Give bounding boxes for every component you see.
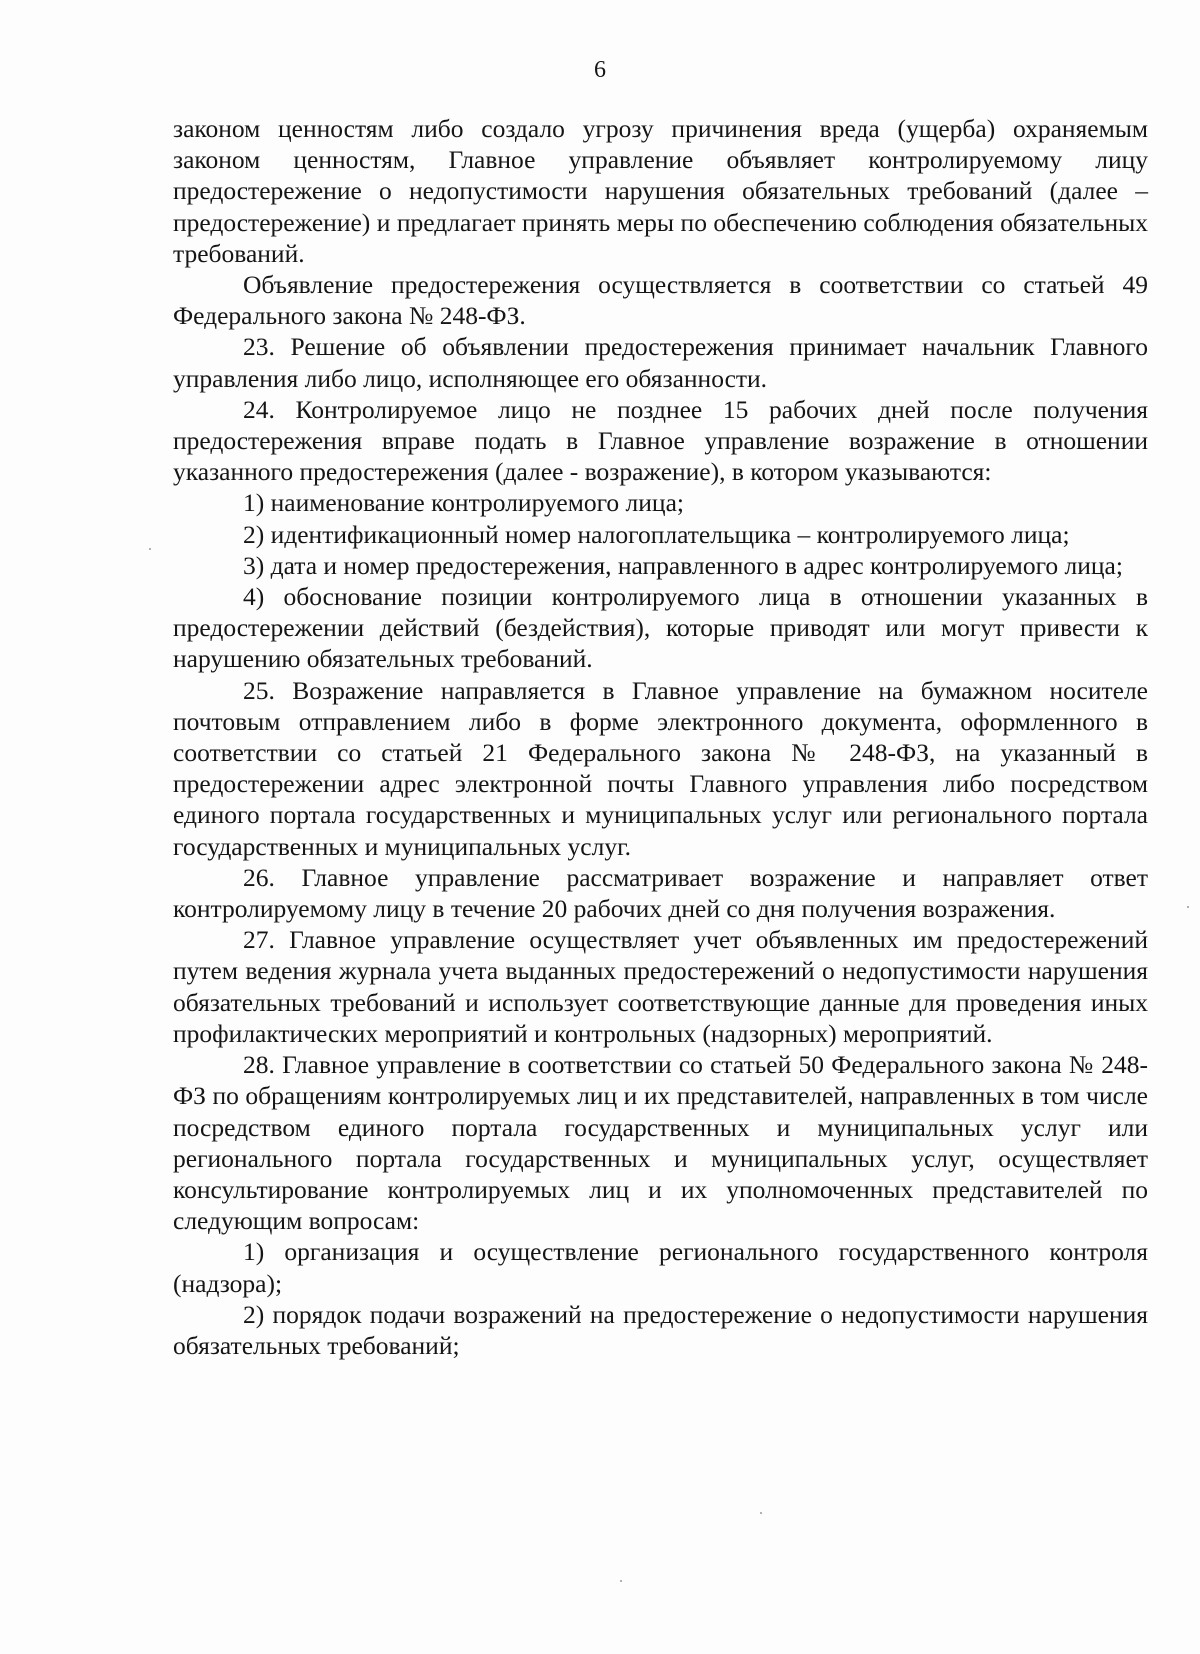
- paragraph-26: 26. Главное управление рассматривает возражение и направляет ответ контролируемому лицу в течение 20 рабочих дней со дня получения возражения.: [173, 862, 1148, 924]
- paragraph-28: 28. Главное управление в соответствии со статьей 50 Федерального закона № 248-ФЗ по обращениям контролируемых лиц и их представителей, направленных в том числе посредством единого портала государственных и муниципальных услуг или регионального портала государственных и муниципальных услуг, осуществляет консультирование контролируемых лиц и их уполномоченных представителей по следующим вопросам:: [173, 1050, 1148, 1236]
- scan-speck: [620, 1580, 622, 1582]
- paragraph-27: 27. Главное управление осуществляет учет объявленных им предостережений путем ведения журнала учета выданных предостережений о недопустимости нарушения обязательных требований и использует соответствующие данные для проведения иных профилактических мероприятий и контрольных (надзорных) мероприятий.: [173, 925, 1148, 1048]
- document-body: [173, 113, 1148, 1361]
- page-number: 6: [594, 57, 606, 83]
- scan-speck: [1187, 906, 1189, 908]
- paragraph-23: 23. Решение об объявлении предостережения принимает начальник Главного управления либо лицо, исполняющее его обязанности.: [173, 332, 1148, 393]
- scan-speck: [760, 1512, 762, 1514]
- paragraph-continuation: законом ценностям либо создало угрозу причинения вреда (ущерба) охраняемым законом ценностям, Главное управление объявляет контролируемому лицу предостережение о недопустимости нарушения обязательных требований (далее – предостережение) и предлагает принять меры по обеспечению соблюдения обязательных требований.: [173, 114, 1148, 268]
- paragraph-25: 25. Возражение направляется в Главное управление на бумажном носителе почтовым отправлением либо в форме электронного документа, оформленного в соответствии со статьей 21 Федерального закона № 248-ФЗ, на указанный в предостережении адрес электронной почты Главного управления либо посредством единого портала государственных и муниципальных услуг или регионального портала государственных и муниципальных услуг.: [173, 675, 1148, 861]
- list-item-24-2: 2) идентификационный номер налогоплательщика – контролируемого лица;: [243, 519, 1070, 549]
- list-item-24-1: 1) наименование контролируемого лица;: [243, 488, 684, 518]
- paragraph-24: 24. Контролируемое лицо не позднее 15 рабочих дней после получения предостережения вправе подать в Главное управление возражение в отношении указанного предостережения (далее - возражение), в котором указываются:: [173, 394, 1148, 487]
- list-item-28-2: 2) порядок подачи возражений на предостережение о недопустимости нарушения обязательных требований;: [173, 1299, 1148, 1360]
- list-item-28-1: 1) организация и осуществление регионального государственного контроля (надзора);: [173, 1237, 1148, 1298]
- list-item-24-3: 3) дата и номер предостережения, направленного в адрес контролируемого лица;: [243, 550, 1123, 580]
- list-item-24-4: 4) обоснование позиции контролируемого лица в отношении указанных в предостережении действий (бездействия), которые приводят или могут привести к нарушению обязательных требований.: [173, 582, 1148, 674]
- scan-speck: [149, 548, 151, 550]
- paragraph-warning-announcement: Объявление предостережения осуществляется в соответствии со статьей 49 Федерального закона № 248-ФЗ.: [173, 270, 1148, 331]
